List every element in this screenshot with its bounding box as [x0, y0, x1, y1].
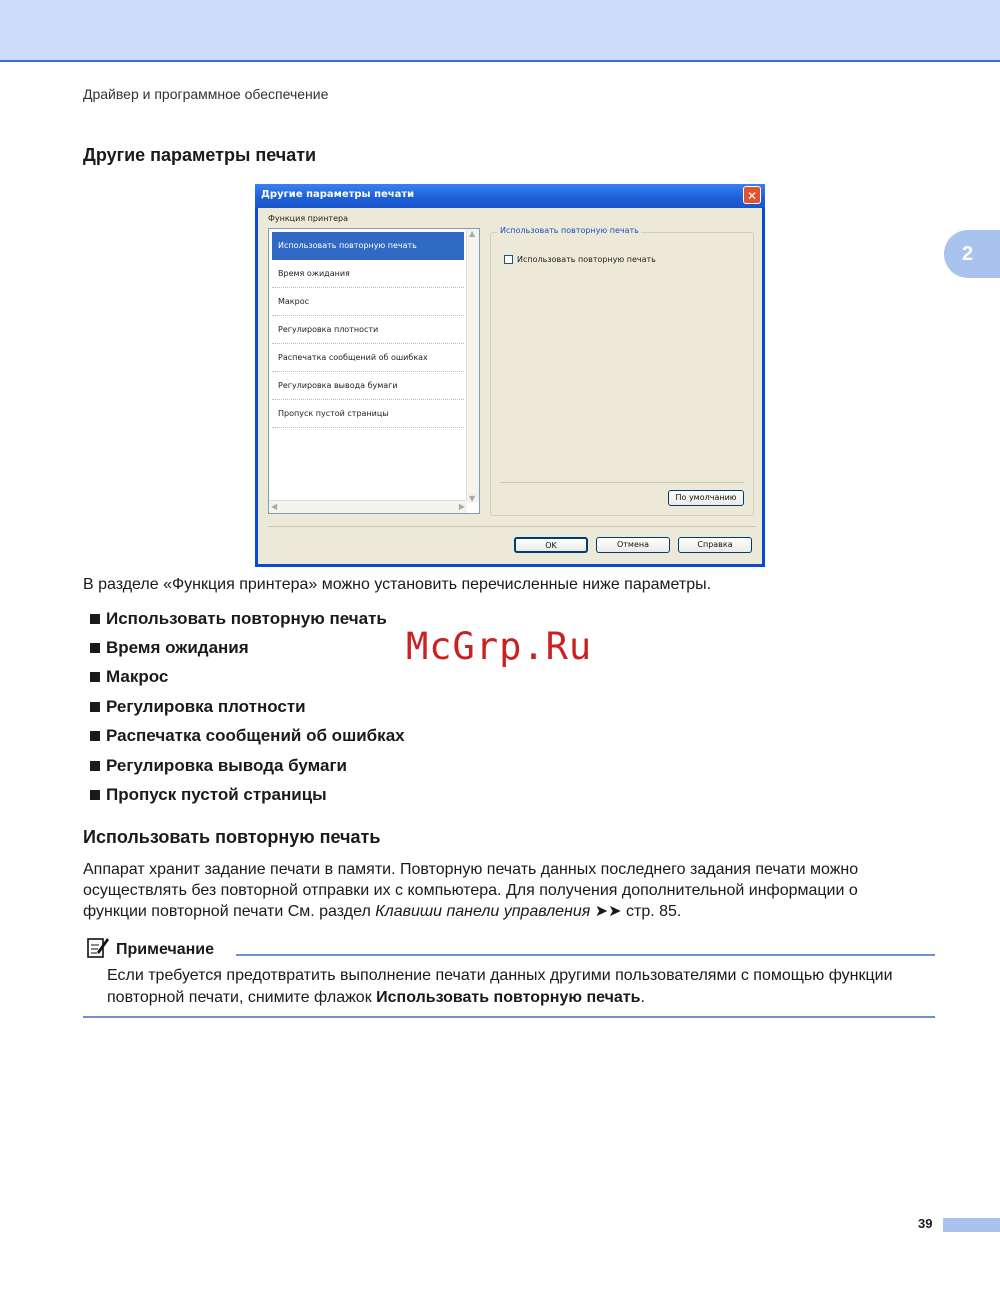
note-text [107, 965, 937, 1009]
divider [83, 1016, 935, 1018]
reprint-group [490, 232, 754, 516]
divider [236, 954, 935, 956]
note-title: Примечание [116, 941, 215, 958]
list-item[interactable]: Время ожидания [272, 260, 464, 288]
bullet-label: Использовать повторную печать [106, 608, 387, 628]
scroll-right-icon[interactable]: ▶ [458, 502, 465, 511]
list-item[interactable]: Регулировка вывода бумаги [272, 372, 464, 400]
paragraph-text: Аппарат хранит задание печати в памяти. Повторную печать данных последнего задания печати можно осуществлять без повторной отправки их с компьютера. Для получения дополнительной информации о функции повторной печати См. раздел [83, 861, 859, 920]
intro-text: В разделе «Функция принтера» можно установить перечисленные ниже параметры. [83, 576, 712, 593]
square-bullet-icon [90, 761, 100, 771]
scroll-up-icon[interactable]: ▲ [469, 229, 476, 238]
top-band [0, 0, 1000, 62]
list-item [90, 604, 405, 633]
body-paragraph [83, 859, 923, 922]
ok-button[interactable]: OK [514, 537, 588, 553]
printer-function-list[interactable] [268, 228, 480, 514]
page-number: 39 [918, 1216, 933, 1231]
bullet-label: Регулировка плотности [106, 696, 306, 716]
reprint-checkbox-label[interactable]: Использовать повторную печать [517, 255, 656, 264]
cross-reference-link[interactable]: Клавиши панели управления [375, 903, 591, 920]
square-bullet-icon [90, 702, 100, 712]
list-item[interactable]: Регулировка плотности [272, 316, 464, 344]
parameter-list [90, 604, 405, 810]
square-bullet-icon [90, 643, 100, 653]
dialog-titlebar [255, 184, 765, 208]
square-bullet-icon [90, 731, 100, 741]
cancel-button[interactable]: Отмена [596, 537, 670, 553]
list-item[interactable]: Распечатка сообщений об ошибках [272, 344, 464, 372]
square-bullet-icon [90, 790, 100, 800]
list-item [90, 780, 405, 809]
bullet-label: Регулировка вывода бумаги [106, 755, 348, 775]
divider [500, 482, 744, 483]
list-item[interactable]: Пропуск пустой страницы [272, 400, 464, 428]
bullet-label: Макрос [106, 667, 169, 687]
close-button[interactable]: ✕ [743, 186, 761, 204]
bullet-label: Распечатка сообщений об ошибках [106, 726, 405, 746]
print-options-dialog [255, 184, 765, 567]
note-body: Если требуется предотвратить выполнение печати данных другими пользователями с помощью функции повторной печати, снимите флажок [107, 967, 893, 1006]
list-item[interactable]: Использовать повторную печать [272, 232, 464, 260]
page-reference: стр. 85. [621, 903, 682, 920]
page-bar [943, 1218, 1000, 1232]
watermark: McGrp.Ru [406, 625, 593, 668]
printer-function-label: Функция принтера [268, 214, 348, 223]
list-item [90, 633, 405, 662]
note-pencil-icon [86, 935, 110, 959]
vertical-scrollbar[interactable] [466, 229, 479, 503]
arrow-icon: ➤➤ [594, 903, 622, 920]
scroll-down-icon[interactable]: ▼ [469, 494, 476, 503]
divider [268, 526, 756, 527]
reprint-checkbox[interactable] [504, 255, 513, 264]
bullet-label: Пропуск пустой страницы [106, 785, 327, 805]
help-button[interactable]: Справка [678, 537, 752, 553]
square-bullet-icon [90, 672, 100, 682]
scroll-left-icon[interactable]: ◀ [271, 502, 278, 511]
breadcrumb: Драйвер и программное обеспечение [83, 86, 329, 102]
section-title: Другие параметры печати [83, 145, 317, 165]
square-bullet-icon [90, 614, 100, 624]
list-item [90, 722, 405, 751]
default-button[interactable]: По умолчанию [668, 490, 744, 506]
chapter-tab: 2 [944, 230, 1000, 278]
note-bold: Использовать повторную печать [376, 989, 641, 1006]
subsection-title: Использовать повторную печать [83, 827, 381, 847]
list-item [90, 692, 405, 721]
bullet-label: Время ожидания [106, 638, 249, 658]
list-item [90, 751, 405, 780]
dialog-title: Другие параметры печати [261, 189, 415, 200]
reprint-group-label: Использовать повторную печать [500, 226, 639, 235]
list-item[interactable]: Макрос [272, 288, 464, 316]
note-end: . [640, 989, 645, 1006]
list-item [90, 663, 405, 692]
horizontal-scrollbar[interactable] [269, 500, 467, 513]
